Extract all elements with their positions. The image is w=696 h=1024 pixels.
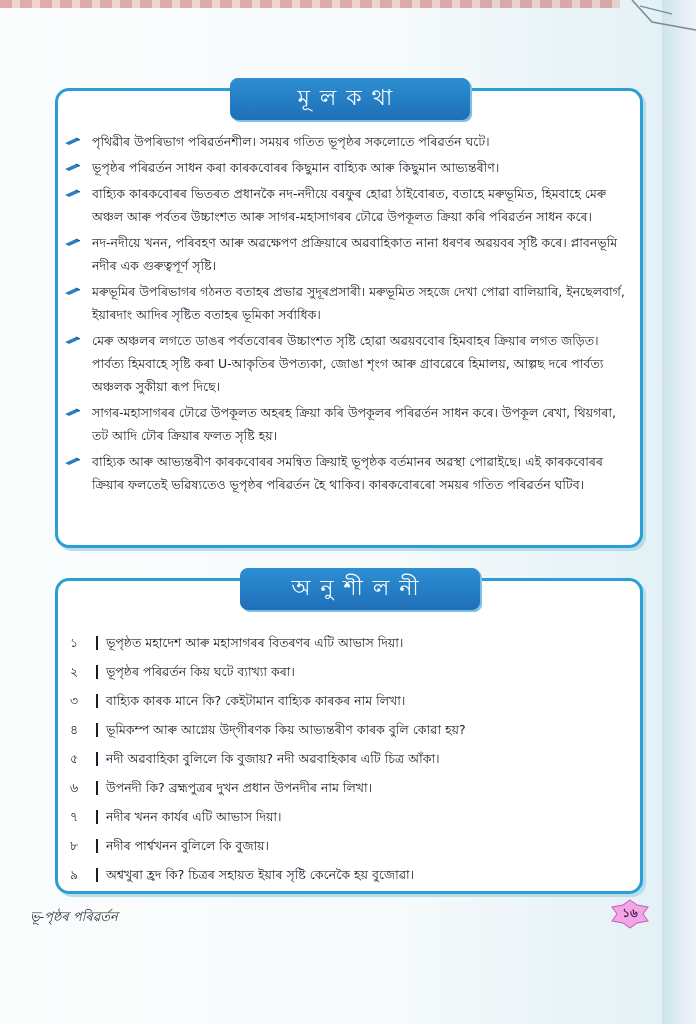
summary-point: [62, 130, 632, 153]
exercise-number: ২: [70, 664, 79, 679]
summary-point-text: মেৰু অঞ্চলৰ লগতে ডাঙৰ পৰ্বতবোৰৰ উচ্চাংশত সৃষ্টি হোৱা অৱয়ববোৰ হিমবাহৰ ক্ৰিয়াৰ লগত জড়িত। পাৰ্বত্য হিমবাহে সৃষ্টি কৰা U-আকৃতিৰ উপত্যকা, জোঙা শৃংগ আৰু গ্ৰাবৱেৰে হিমালয়, আল্পছ দৰে পাৰ্বত্য অঞ্চলক সুকীয়া ৰূপ দিছে।: [92, 333, 604, 394]
exercise-number: ১: [70, 635, 79, 650]
exercise-text: উপনদী কি? ব্ৰহ্মপুত্ৰৰ দুখন প্ৰধান উপনদীৰ নাম লিখা।: [106, 780, 373, 795]
exercise-text: অশ্বখুৰা হ্ৰদ কি? চিত্ৰৰ সহায়ত ইয়াৰ সৃষ্টি কেনেকৈ হয় বুজোৱা।: [106, 867, 415, 882]
exercise-list: [70, 628, 630, 889]
exercise-item: [70, 715, 630, 744]
summary-point-text: পৃথিৱীৰ উপৰিভাগ পৰিৱৰ্তনশীল। সময়ৰ গতিত ভূপৃষ্ঠৰ সকলোতে পৰিৱৰ্তন ঘটে।: [92, 134, 490, 149]
pencil-bullet-icon: [64, 162, 82, 172]
exercise-number: ৩: [70, 693, 79, 708]
exercise-item: [70, 831, 630, 860]
exercise-number: ৯: [70, 867, 79, 882]
exercise-divider: [96, 723, 98, 737]
exercise-divider: [96, 781, 98, 795]
exercise-divider: [96, 752, 98, 766]
exercise-text: বাহ্যিক কাৰক মানে কি? কেইটামান বাহ্যিক কাৰকৰ নাম লিখা।: [106, 693, 406, 708]
pencil-bullet-icon: [64, 286, 82, 296]
summary-point: [62, 329, 632, 398]
chapter-title: ভূ-পৃষ্ঠৰ পৰিৱৰ্তন: [30, 910, 118, 925]
pencil-bullet-icon: [64, 188, 82, 198]
exercise-divider: [96, 868, 98, 882]
exercise-divider: [96, 839, 98, 853]
exercise-text: নদীৰ খনন কাৰ্যৰ এটি আভাস দিয়া।: [106, 809, 282, 824]
summary-list: [62, 130, 632, 499]
summary-point-text: ভূপৃষ্ঠৰ পৰিৱৰ্তন সাধন কৰা কাৰকবোৰৰ কিছুমান বাহ্যিক আৰু কিছুমান আভ্যন্তৰীণ।: [92, 160, 500, 175]
summary-point: [62, 231, 632, 277]
exercise-number: ৮: [70, 838, 79, 853]
pencil-bullet-icon: [64, 136, 82, 146]
summary-point: [62, 156, 632, 179]
exercise-number: ৫: [70, 751, 79, 766]
pencil-bullet-icon: [64, 456, 82, 466]
exercises-heading: অনুশীলনী: [240, 568, 480, 610]
exercise-item: [70, 802, 630, 831]
corner-tab-icon: [612, 0, 696, 60]
exercise-item: [70, 657, 630, 686]
summary-point: [62, 450, 632, 496]
top-decorative-border: [0, 0, 620, 8]
exercise-item: [70, 628, 630, 657]
summary-heading: মূলকথা: [230, 78, 470, 120]
exercise-item: [70, 686, 630, 715]
exercise-item: [70, 773, 630, 802]
exercise-text: ভূমিকম্প আৰু আগ্নেয় উদ্‌গীৰণক কিয় আভ্যন্তৰীণ কাৰক বুলি কোৱা হয়?: [106, 722, 466, 737]
summary-point: [62, 280, 632, 326]
exercise-item: [70, 744, 630, 773]
exercise-text: ভূপৃষ্ঠৰ পৰিৱৰ্তন কিয় ঘটে ব্যাখ্যা কৰা।: [106, 664, 295, 679]
page-number: ১৬: [622, 906, 638, 920]
exercise-divider: [96, 665, 98, 679]
exercise-divider: [96, 636, 98, 650]
summary-point: [62, 401, 632, 447]
exercise-divider: [96, 810, 98, 824]
exercise-number: ৬: [70, 780, 79, 795]
summary-point: [62, 182, 632, 228]
pencil-bullet-icon: [64, 335, 82, 345]
exercise-item: [70, 860, 630, 889]
summary-point-text: সাগৰ-মহাসাগৰৰ ঢৌৱে উপকূলত অহৰহ ক্ৰিয়া কৰি উপকূলৰ পৰিৱৰ্তন সাধন কৰে। উপকূল ৰেখা, থিয়গৰা, তট আদি ঢৌৰ ক্ৰিয়াৰ ফলত সৃষ্টি হয়।: [92, 405, 616, 443]
summary-point-text: নদ-নদীয়ে খনন, পৰিবহণ আৰু অৱক্ষেপণ প্ৰক্ৰিয়াৰে অৱবাহিকাত নানা ধৰণৰ অৱয়বৰ সৃষ্টি কৰে। প্লাবনভূমি নদীৰ এক গুৰুত্বপূৰ্ণ সৃষ্টি।: [92, 235, 618, 273]
page-edge: [662, 0, 696, 1024]
summary-point-text: বাহ্যিক কাৰকবোৰৰ ভিতৰত প্ৰধানকৈ নদ-নদীয়ে বৰফুৰ হোৱা ঠাইবোৰত, বতাহে মৰুভূমিত, হিমবাহে মেৰু অঞ্চল আৰু পৰ্বতৰ উচ্চাংশত আৰু সাগৰ-মহাসাগৰৰ ঢৌৱে উপকূলত ক্ৰিয়া কৰি পৰিৱৰ্তন সাধন কৰে।: [92, 186, 607, 224]
summary-point-text: বাহ্যিক আৰু আভ্যন্তৰীণ কাৰকবোৰৰ সমন্বিত ক্ৰিয়াই ভূপৃষ্ঠক বৰ্তমানৰ অৱস্থা পোৱাইছে। এই কাৰকবোৰৰ ক্ৰিয়াৰ ফলতেই ভৱিষ্যতেও ভূপৃষ্ঠৰ পৰিৱৰ্তন হৈ থাকিব। কাৰকবোৰৰো সময়ৰ গতিত পৰিৱৰ্তন ঘটিব।: [92, 454, 603, 492]
exercise-number: ৭: [70, 809, 79, 824]
exercise-text: ভূপৃষ্ঠত মহাদেশ আৰু মহাসাগৰৰ বিতৰণৰ এটি আভাস দিয়া।: [106, 635, 404, 650]
pencil-bullet-icon: [64, 407, 82, 417]
exercise-number: ৪: [70, 722, 79, 737]
exercise-divider: [96, 694, 98, 708]
summary-point-text: মৰুভূমিৰ উপৰিভাগৰ গঠনত বতাহৰ প্ৰভাৱ সুদূৰপ্ৰসাৰী। মৰুভূমিত সহজে দেখা পোৱা বালিয়াৰি, ইনছেলবাৰ্গ, ইয়াৰদাং আদিৰ সৃষ্টিত বতাহৰ ভূমিকা সৰ্বাধিক।: [92, 284, 625, 322]
exercise-text: নদীৰ পাৰ্শ্বখনন বুলিলে কি বুজায়।: [106, 838, 270, 853]
exercise-text: নদী অৱবাহিকা বুলিলে কি বুজায়? নদী অৱবাহিকাৰ এটি চিত্ৰ আঁকা।: [106, 751, 440, 766]
pencil-bullet-icon: [64, 237, 82, 247]
